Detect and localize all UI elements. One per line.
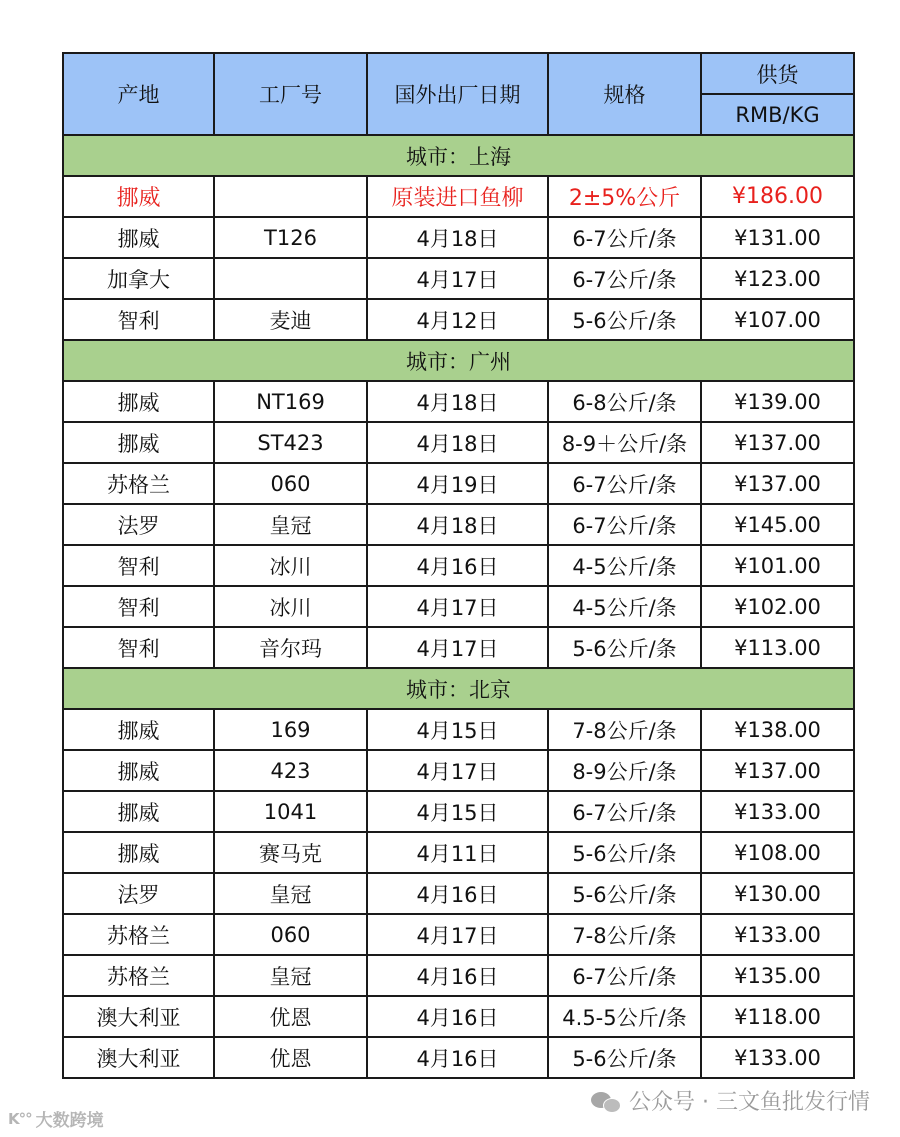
table-row — [63, 1037, 854, 1078]
cell-date: 原装进口鱼柳 — [367, 176, 548, 217]
table-row — [63, 873, 854, 914]
cell-spec: 5-6公斤/条 — [548, 1037, 701, 1078]
cell-origin: 挪威 — [63, 176, 214, 217]
cell-origin: 挪威 — [63, 422, 214, 463]
cell-spec: 8-9公斤/条 — [548, 750, 701, 791]
cell-date: 4月16日 — [367, 1037, 548, 1078]
cell-factory: 皇冠 — [214, 873, 367, 914]
cell-origin: 智利 — [63, 627, 214, 668]
cell-spec: 4.5-5公斤/条 — [548, 996, 701, 1037]
city-label: 城市：北京 — [63, 668, 854, 709]
cell-date: 4月15日 — [367, 709, 548, 750]
cell-origin: 加拿大 — [63, 258, 214, 299]
cell-origin: 苏格兰 — [63, 914, 214, 955]
cell-origin: 智利 — [63, 545, 214, 586]
cell-price: ¥139.00 — [701, 381, 854, 422]
cell-factory: 音尔玛 — [214, 627, 367, 668]
cell-price: ¥113.00 — [701, 627, 854, 668]
cell-origin: 挪威 — [63, 750, 214, 791]
cell-spec: 6-7公斤/条 — [548, 258, 701, 299]
cell-spec: 5-6公斤/条 — [548, 832, 701, 873]
header-unit: RMB/KG — [701, 94, 854, 135]
cell-date: 4月18日 — [367, 381, 548, 422]
cell-date: 4月18日 — [367, 217, 548, 258]
cell-origin: 挪威 — [63, 791, 214, 832]
cell-origin: 法罗 — [63, 504, 214, 545]
cell-origin: 苏格兰 — [63, 463, 214, 504]
cell-factory: 优恩 — [214, 1037, 367, 1078]
corner-logo-mark: K°° — [8, 1109, 32, 1128]
cell-price: ¥108.00 — [701, 832, 854, 873]
cell-factory: 优恩 — [214, 996, 367, 1037]
cell-origin: 法罗 — [63, 873, 214, 914]
cell-origin: 挪威 — [63, 709, 214, 750]
cell-factory: ST423 — [214, 422, 367, 463]
cell-origin: 智利 — [63, 299, 214, 340]
cell-price: ¥186.00 — [701, 176, 854, 217]
cell-factory: 皇冠 — [214, 955, 367, 996]
cell-spec: 5-6公斤/条 — [548, 627, 701, 668]
cell-date: 4月11日 — [367, 832, 548, 873]
cell-spec: 5-6公斤/条 — [548, 873, 701, 914]
cell-factory: 060 — [214, 914, 367, 955]
corner-logo-text: 大数跨境 — [35, 1111, 104, 1131]
cell-origin: 智利 — [63, 586, 214, 627]
cell-date: 4月17日 — [367, 258, 548, 299]
cell-factory — [214, 258, 367, 299]
cell-spec: 4-5公斤/条 — [548, 586, 701, 627]
cell-spec: 6-8公斤/条 — [548, 381, 701, 422]
table-row — [63, 709, 854, 750]
cell-price: ¥135.00 — [701, 955, 854, 996]
watermark-text: 公众号 · 三文鱼批发行情 — [629, 1090, 870, 1115]
cell-spec: 2±5%公斤 — [548, 176, 701, 217]
cell-date: 4月15日 — [367, 791, 548, 832]
table-row — [63, 258, 854, 299]
cell-spec: 6-7公斤/条 — [548, 217, 701, 258]
cell-origin: 挪威 — [63, 217, 214, 258]
cell-price: ¥123.00 — [701, 258, 854, 299]
cell-date: 4月17日 — [367, 750, 548, 791]
table-row — [63, 504, 854, 545]
cell-factory: 麦迪 — [214, 299, 367, 340]
city-section-row — [63, 135, 854, 176]
wechat-icon — [591, 1090, 621, 1112]
cell-spec: 6-7公斤/条 — [548, 504, 701, 545]
cell-factory — [214, 176, 367, 217]
cell-spec: 6-7公斤/条 — [548, 791, 701, 832]
cell-date: 4月16日 — [367, 873, 548, 914]
table-row — [63, 545, 854, 586]
cell-origin: 挪威 — [63, 381, 214, 422]
cell-date: 4月16日 — [367, 955, 548, 996]
cell-spec: 6-7公斤/条 — [548, 955, 701, 996]
cell-date: 4月18日 — [367, 504, 548, 545]
cell-spec: 7-8公斤/条 — [548, 914, 701, 955]
cell-price: ¥118.00 — [701, 996, 854, 1037]
header-row — [63, 53, 854, 94]
table-row — [63, 217, 854, 258]
cell-spec: 7-8公斤/条 — [548, 709, 701, 750]
cell-date: 4月17日 — [367, 586, 548, 627]
table-row — [63, 955, 854, 996]
cell-price: ¥133.00 — [701, 914, 854, 955]
cell-date: 4月17日 — [367, 627, 548, 668]
cell-factory: 060 — [214, 463, 367, 504]
cell-factory: T126 — [214, 217, 367, 258]
cell-price: ¥137.00 — [701, 422, 854, 463]
cell-factory: 冰川 — [214, 545, 367, 586]
header-date: 国外出厂日期 — [367, 53, 548, 135]
cell-price: ¥138.00 — [701, 709, 854, 750]
cell-price: ¥137.00 — [701, 463, 854, 504]
cell-price: ¥107.00 — [701, 299, 854, 340]
cell-spec: 6-7公斤/条 — [548, 463, 701, 504]
city-label: 城市：上海 — [63, 135, 854, 176]
cell-date: 4月18日 — [367, 422, 548, 463]
corner-logo — [8, 1106, 104, 1131]
table-row — [63, 627, 854, 668]
cell-spec: 5-6公斤/条 — [548, 299, 701, 340]
header-factory: 工厂号 — [214, 53, 367, 135]
cell-price: ¥133.00 — [701, 791, 854, 832]
cell-factory: 赛马克 — [214, 832, 367, 873]
cell-price: ¥133.00 — [701, 1037, 854, 1078]
city-section-row — [63, 668, 854, 709]
table-row — [63, 381, 854, 422]
watermark — [591, 1085, 870, 1116]
table-row — [63, 463, 854, 504]
table-row — [63, 422, 854, 463]
header-spec: 规格 — [548, 53, 701, 135]
city-label: 城市：广州 — [63, 340, 854, 381]
table-row — [63, 586, 854, 627]
cell-factory: 冰川 — [214, 586, 367, 627]
cell-factory: 1041 — [214, 791, 367, 832]
cell-price: ¥131.00 — [701, 217, 854, 258]
cell-spec: 4-5公斤/条 — [548, 545, 701, 586]
cell-origin: 苏格兰 — [63, 955, 214, 996]
cell-price: ¥130.00 — [701, 873, 854, 914]
cell-origin: 澳大利亚 — [63, 996, 214, 1037]
cell-price: ¥101.00 — [701, 545, 854, 586]
cell-price: ¥102.00 — [701, 586, 854, 627]
cell-date: 4月17日 — [367, 914, 548, 955]
cell-factory: NT169 — [214, 381, 367, 422]
cell-origin: 挪威 — [63, 832, 214, 873]
cell-spec: 8-9＋公斤/条 — [548, 422, 701, 463]
table-row — [63, 914, 854, 955]
cell-factory: 皇冠 — [214, 504, 367, 545]
cell-price: ¥137.00 — [701, 750, 854, 791]
cell-price: ¥145.00 — [701, 504, 854, 545]
cell-factory: 169 — [214, 709, 367, 750]
cell-date: 4月16日 — [367, 545, 548, 586]
table-row — [63, 832, 854, 873]
table-row — [63, 299, 854, 340]
cell-date: 4月16日 — [367, 996, 548, 1037]
city-section-row — [63, 340, 854, 381]
price-table — [62, 52, 855, 1079]
table-row — [63, 750, 854, 791]
table-row — [63, 791, 854, 832]
header-origin: 产地 — [63, 53, 214, 135]
cell-date: 4月12日 — [367, 299, 548, 340]
header-supply: 供货 — [701, 53, 854, 94]
table-body — [63, 135, 854, 1078]
cell-origin: 澳大利亚 — [63, 1037, 214, 1078]
table-row — [63, 996, 854, 1037]
table-row — [63, 176, 854, 217]
cell-date: 4月19日 — [367, 463, 548, 504]
cell-factory: 423 — [214, 750, 367, 791]
